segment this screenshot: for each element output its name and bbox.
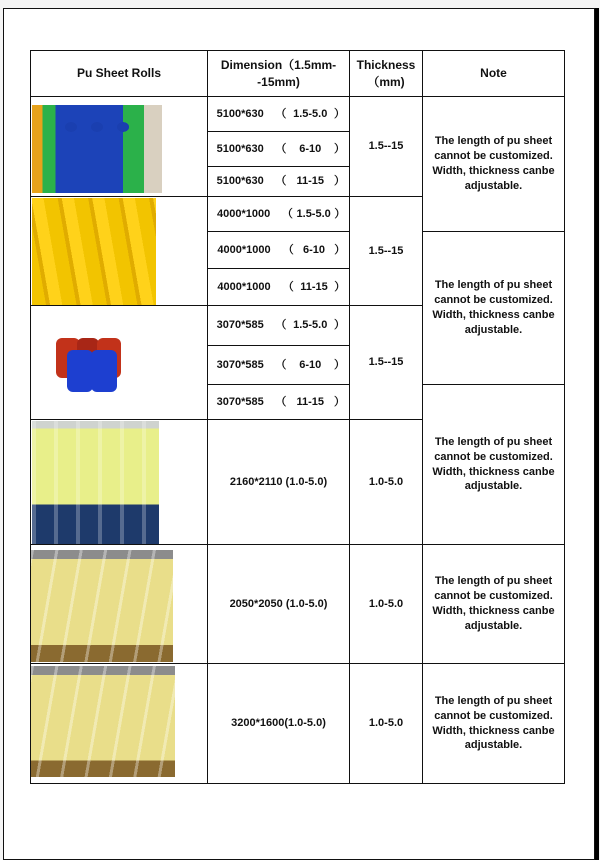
paren-close: ） [334, 395, 346, 408]
dimension-cell [207, 231, 350, 269]
note-cell [422, 231, 565, 385]
dimension-range: 1.5-5.0 [296, 207, 331, 220]
dimension-value: 2160*2110 (1.0-5.0) [229, 475, 328, 488]
note-text: The length of pu sheet cannot be customized. Width, thickness canbe adjustable. [432, 575, 555, 632]
product-image-cell [30, 663, 208, 784]
dimension-size: 3070*585 [216, 319, 264, 332]
paren-open: （ [282, 243, 294, 256]
dimension-cell [207, 196, 350, 232]
note-text: The length of pu sheet cannot be customized. Width, thickness canbe adjustable. [432, 694, 555, 752]
note-cell [422, 544, 565, 664]
dimension-cell [207, 166, 350, 197]
note-text: The length of pu sheet cannot be customized. Width, thickness canbe adjustable. [432, 279, 555, 336]
thickness-value: 1.5--15 [368, 140, 404, 153]
dimension-range: 6-10 [299, 358, 322, 371]
header-note [422, 50, 565, 97]
note-cell [422, 663, 565, 784]
red-blue-pu-sheet-rolls-photo [51, 336, 131, 396]
thickness-value: 1.5--15 [368, 356, 404, 369]
header-dimension [207, 50, 350, 97]
dimension-range: 11-15 [300, 280, 328, 293]
dimension-size: 4000*1000 [217, 207, 271, 220]
header-note-label: Note [480, 66, 507, 81]
dimension-cell [207, 544, 350, 664]
thickness-cell [349, 419, 423, 545]
paren-open: （ [275, 175, 287, 188]
clear-yellow-pu-rolls-on-pallet-photo [31, 550, 173, 662]
paren-close: ） [334, 358, 346, 371]
dimension-cell [207, 345, 350, 385]
translucent-yellow-sheets-blue-rolls-photo [32, 421, 159, 544]
header-product [30, 50, 208, 97]
dimension-size: 5100*630 [216, 107, 264, 120]
dimension-range: 6-10 [299, 142, 322, 155]
product-image-cell [30, 196, 208, 306]
paren-close: ） [334, 280, 346, 293]
thickness-cell [349, 196, 423, 306]
note-text: The length of pu sheet cannot be customized. Width, thickness canbe adjustable. [432, 435, 555, 493]
dimension-cell [207, 663, 350, 784]
yellow-pu-sheet-rolls-photo [32, 198, 156, 306]
dimension-range: 6-10 [302, 243, 326, 256]
dimension-size: 5100*630 [216, 142, 264, 155]
paren-close: ） [334, 142, 346, 155]
product-image-cell [30, 305, 208, 420]
dimension-size: 4000*1000 [217, 243, 271, 256]
dimension-cell [207, 268, 350, 306]
product-image-cell [30, 96, 208, 197]
dimension-cell [207, 131, 350, 167]
paren-open: （ [275, 395, 287, 408]
header-product-label: Pu Sheet Rolls [76, 66, 162, 81]
paren-open: （ [275, 107, 287, 120]
dimension-range: 11-15 [296, 175, 324, 188]
thickness-cell [349, 663, 423, 784]
clear-yellow-pu-rolls-on-pallet-photo [31, 666, 175, 777]
dimension-range: 11-15 [296, 395, 324, 408]
note-cell [422, 384, 565, 545]
paren-open: （ [275, 358, 287, 371]
dimension-cell [207, 419, 350, 545]
note-cell [422, 96, 565, 232]
thickness-cell [349, 544, 423, 664]
thickness-cell [349, 305, 423, 420]
note-text: The length of pu sheet cannot be customized. Width, thickness canbe adjustable. [432, 135, 555, 192]
thickness-value: 1.0-5.0 [368, 597, 404, 610]
thickness-value: 1.0-5.0 [368, 717, 404, 730]
header-dimension-label: Dimension（1.5mm--15mm) [220, 58, 337, 89]
thickness-value: 1.0-5.0 [368, 475, 404, 488]
dimension-cell [207, 384, 350, 420]
dimension-cell [207, 96, 350, 132]
thickness-value: 1.5--15 [368, 244, 404, 257]
paren-open: （ [281, 207, 293, 220]
blue-green-pu-sheet-rolls-photo [32, 105, 162, 193]
paren-open: （ [275, 142, 287, 155]
paren-open: （ [275, 319, 287, 332]
header-thickness [349, 50, 423, 97]
thickness-cell [349, 96, 423, 197]
paren-close: ） [334, 207, 346, 220]
dimension-value: 2050*2050 (1.0-5.0) [229, 597, 328, 610]
dimension-size: 5100*630 [216, 175, 264, 188]
paren-close: ） [334, 319, 346, 332]
dimension-size: 3070*585 [216, 358, 264, 371]
paren-close: ） [334, 243, 346, 256]
paren-close: ） [334, 107, 346, 120]
header-thickness-label: Thickness（mm) [356, 58, 416, 89]
dimension-value: 3200*1600(1.0-5.0) [231, 717, 326, 730]
paren-close: ） [334, 175, 346, 188]
dimension-size: 4000*1000 [217, 280, 271, 293]
dimension-range: 1.5-5.0 [293, 319, 328, 332]
product-image-cell [30, 419, 208, 545]
dimension-size: 3070*585 [216, 395, 264, 408]
dimension-range: 1.5-5.0 [293, 107, 328, 120]
product-image-cell [30, 544, 208, 664]
paren-open: （ [282, 280, 294, 293]
dimension-cell [207, 305, 350, 346]
